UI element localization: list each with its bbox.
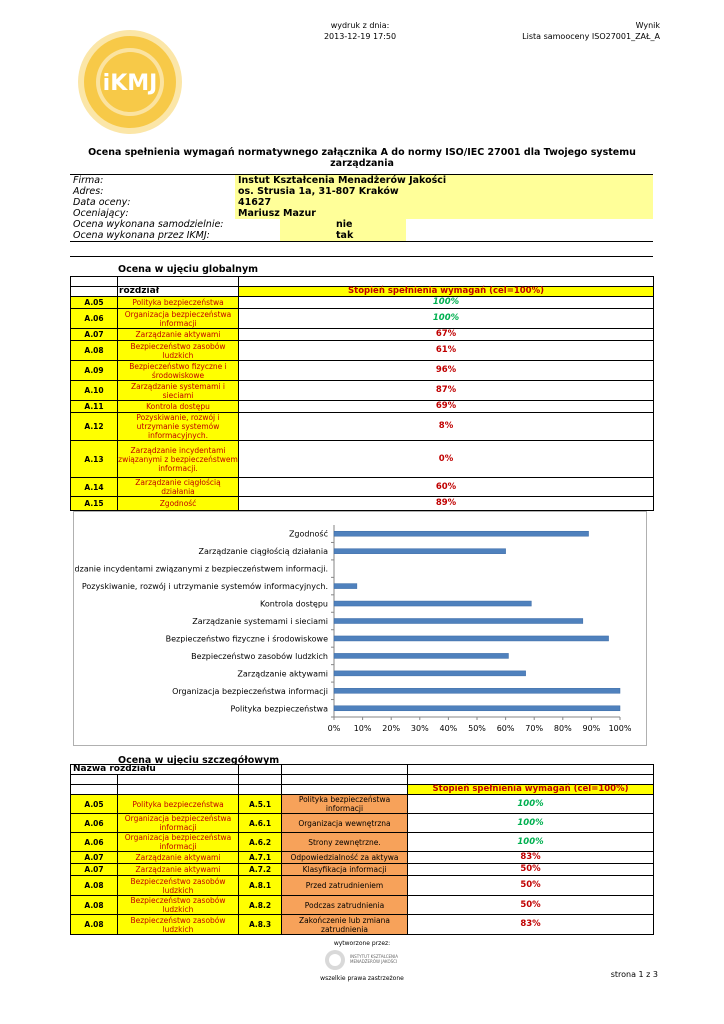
detailed-table <box>70 764 654 935</box>
chart-category-label: Kontrola dostępu <box>260 599 328 609</box>
info-row-samodzielnie: Ocena wykonana samodzielnie: nie <box>70 219 653 230</box>
chart-tick-label: 70% <box>525 724 544 733</box>
chart-tick-label: 90% <box>582 724 601 733</box>
chart-bar <box>334 706 620 711</box>
chart-tick-label: 80% <box>553 724 572 733</box>
chart-bar <box>334 619 583 624</box>
document-ref: Lista samooceny ISO27001_ZAŁ_A <box>522 32 660 41</box>
made-by: wytworzone przez: <box>333 940 391 947</box>
global-bar-chart <box>73 511 647 746</box>
chart-tick-label: 10% <box>353 724 372 733</box>
global-table <box>70 276 654 511</box>
logo-text: iKMJ <box>102 71 158 96</box>
table-row: A.09 Bezpieczeństwo fizyczne i środowiskowe 96% <box>71 361 654 381</box>
result-info <box>460 20 660 42</box>
printed-label: wydruk z dnia: <box>330 21 390 30</box>
footer-logo <box>318 948 404 972</box>
info-row-data: Data oceny: 41627 <box>70 197 653 208</box>
table-row: A.15 Zgodność 89% <box>71 497 654 511</box>
ikmj-logo <box>68 26 192 138</box>
chart-bar <box>334 601 531 606</box>
chart-tick-label: 30% <box>410 724 429 733</box>
chart-bar <box>334 636 609 641</box>
chart-category-label: Pozyskiwanie, rozwój i utrzymanie systemów informacyjnych. <box>81 582 328 592</box>
col-rozdzial: rozdział <box>118 287 239 297</box>
table-row: A.05 Polityka bezpieczeństwa 100% <box>71 297 654 309</box>
chart-tick-label: 60% <box>496 724 515 733</box>
chart-bar <box>334 584 357 589</box>
chart-svg <box>74 512 646 745</box>
table-row: A.08 Bezpieczeństwo zasobów ludzkich A.8.3 Zakończenie lub zmiana zatrudnienia 83% <box>71 915 654 935</box>
table-row: A.05 Polityka bezpieczeństwa A.5.1 Polityka bezpieczeństwa informacji 100% <box>71 795 654 814</box>
result-label: Wynik <box>635 21 660 30</box>
chart-bar <box>334 671 526 676</box>
chart-category-label: Bezpieczeństwo zasobów ludzkich <box>191 651 328 661</box>
page-title: Ocena spełnienia wymagań normatywnego załącznika A do normy ISO/IEC 27001 dla Twojego systemu zarządzania <box>88 147 636 169</box>
print-info <box>300 20 420 42</box>
footer-org-name: INSTYTUT KSZTAŁCENIA MENADŻERÓW JAKOŚCI <box>350 954 398 964</box>
chart-category-label: Zarządzanie aktywami <box>237 669 328 679</box>
table-row: A.14 Zarządzanie ciągłością działania 60% <box>71 478 654 497</box>
table-row: A.10 Zarządzanie systemami i sieciami 87% <box>71 381 654 401</box>
col-degree: Stopień spełnienia wymagań (cel=100%) <box>239 287 654 297</box>
chart-tick-label: 20% <box>382 724 401 733</box>
table-row: A.13 Zarządzanie incydentami związanymi z bezpieczeństwem informacji. 0% <box>71 441 654 478</box>
chart-category-label: Zgodność <box>288 529 328 539</box>
table-row: A.06 Organizacja bezpieczeństwa informacji A.6.1 Organizacja wewnętrzna 100% <box>71 814 654 833</box>
chart-category-label: Zarządzanie ciągłością działania <box>198 547 328 557</box>
chart-category-label: Organizacja bezpieczeństwa informacji <box>172 686 328 696</box>
table-row: A.07 Zarządzanie aktywami 67% <box>71 329 654 341</box>
detailed-section-title: Ocena w ujęciu szczegółowym <box>118 755 280 766</box>
table-row: A.08 Bezpieczeństwo zasobów ludzkich A.8.2 Podczas zatrudnienia 50% <box>71 896 654 915</box>
chart-category-label: Polityka bezpieczeństwa <box>230 704 328 714</box>
chart-tick-label: 40% <box>439 724 458 733</box>
chart-bar <box>334 531 589 536</box>
chart-tick-label: 0% <box>327 724 341 733</box>
chart-category-label: Bezpieczeństwo fizyczne i środowiskowe <box>165 634 328 644</box>
col-section-name: Nazwa rozdziału <box>71 765 239 775</box>
printed-date: 2013-12-19 17:50 <box>323 32 397 41</box>
chart-tick-label: 50% <box>468 724 486 733</box>
chart-category-label: Zarządzanie incydentami związanymi z bezpieczeństwem informacji. <box>74 564 328 574</box>
chart-bar <box>334 549 506 554</box>
chart-bar <box>334 653 508 658</box>
info-row-firma: Firma: Instut Kształcenia Menadżerów Jakości <box>70 175 653 186</box>
global-section-title: Ocena w ujęciu globalnym <box>118 264 259 275</box>
chart-category-label: Zarządzanie systemami i sieciami <box>192 617 328 626</box>
table-row: A.06 Organizacja bezpieczeństwa informacji 100% <box>71 309 654 329</box>
divider <box>70 256 653 257</box>
table-row: A.08 Bezpieczeństwo zasobów ludzkich 61% <box>71 341 654 361</box>
chart-bar <box>334 688 620 693</box>
table-row: A.11 Kontrola dostępu 69% <box>71 401 654 413</box>
table-row: A.07 Zarządzanie aktywami A.7.2 Klasyfikacja informacji 50% <box>71 864 654 876</box>
table-row: A.06 Organizacja bezpieczeństwa informacji A.6.2 Strony zewnętrzne. 100% <box>71 833 654 852</box>
info-row-adres: Adres: os. Strusia 1a, 31-807 Kraków <box>70 186 653 197</box>
table-row: A.08 Bezpieczeństwo zasobów ludzkich A.8.1 Przed zatrudnieniem 50% <box>71 876 654 896</box>
info-row-oceniajacy: Oceniający: Mariusz Mazur <box>70 208 653 219</box>
chart-tick-label: 100% <box>608 724 632 733</box>
info-row-ikmj: Ocena wykonana przez IKMJ: tak <box>70 230 653 241</box>
rights: wszelkie prawa zastrzeżone <box>320 975 404 982</box>
table-row: A.07 Zarządzanie aktywami A.7.1 Odpowiedzialność za aktywa 83% <box>71 852 654 864</box>
page-number: strona 1 z 3 <box>610 970 658 979</box>
detailed-col-degree: Stopień spełnienia wymagań (cel=100%) <box>408 785 654 795</box>
info-block <box>70 174 653 242</box>
table-row: A.12 Pozyskiwanie, rozwój i utrzymanie systemów informacyjnych. 8% <box>71 413 654 441</box>
